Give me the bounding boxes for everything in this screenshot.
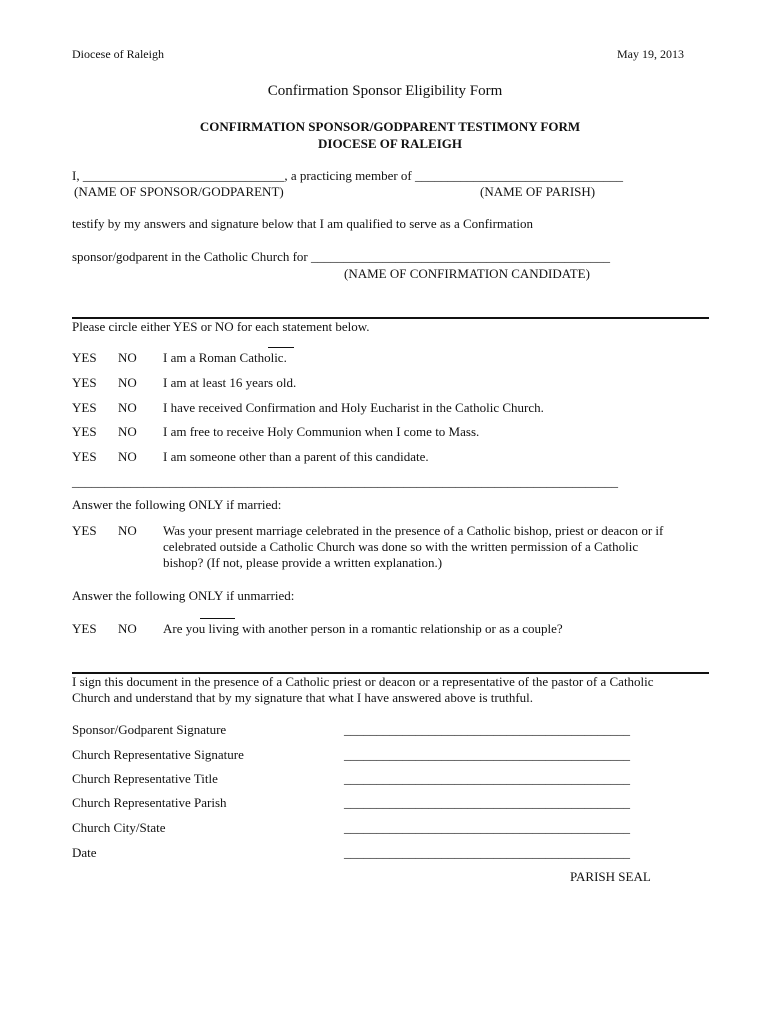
- no-option[interactable]: NO: [118, 400, 137, 415]
- statement-text: I am a Roman Catholic.: [163, 350, 287, 365]
- form-title: Confirmation Sponsor Eligibility Form: [267, 83, 503, 99]
- signature-field-label: Church Representative Signature: [72, 747, 244, 762]
- signature-line[interactable]: ____________________________________________: [344, 722, 630, 737]
- yes-option[interactable]: YES: [72, 400, 97, 415]
- signature-field-label: Church Representative Title: [72, 771, 218, 786]
- underscore-divider: ____________________________________________________________________________________: [72, 474, 618, 489]
- unmarried-question: Are you living with another person in a romantic relationship or as a couple?: [163, 621, 563, 636]
- no-option[interactable]: NO: [118, 350, 137, 365]
- yes-option[interactable]: YES: [72, 350, 97, 365]
- signature-line[interactable]: ____________________________________________: [344, 747, 630, 762]
- header-date: May 19, 2013: [617, 47, 684, 61]
- declaration-line-2: Church and understand that by my signature that what I have answered above is truthful.: [72, 690, 534, 705]
- signature-field-label: Church City/State: [72, 820, 166, 835]
- signature-line[interactable]: ____________________________________________: [344, 771, 630, 786]
- signature-line[interactable]: ____________________________________________: [344, 845, 630, 860]
- no-option[interactable]: NO: [118, 621, 137, 636]
- no-option[interactable]: NO: [118, 424, 137, 439]
- signature-field-label: Sponsor/Godparent Signature: [72, 722, 227, 737]
- parish-seal-label: PARISH SEAL: [570, 869, 651, 884]
- signature-line[interactable]: ____________________________________________: [344, 795, 630, 810]
- instructions: Please circle either YES or NO for each statement below.: [72, 319, 370, 334]
- signature-field-label: Church Representative Parish: [72, 795, 227, 810]
- decorative-underline: [268, 347, 294, 348]
- label-parish-name: (NAME OF PARISH): [480, 184, 596, 199]
- declaration-line-1: I sign this document in the presence of a Catholic priest or deacon or a representative of the pastor of a Catholic: [72, 674, 654, 689]
- signature-field-label: Date: [72, 845, 97, 860]
- heading-line-1: CONFIRMATION SPONSOR/GODPARENT TESTIMONY FORM: [199, 119, 581, 134]
- yes-option[interactable]: YES: [72, 523, 97, 538]
- statement-text: I am free to receive Holy Communion when I come to Mass.: [163, 424, 480, 439]
- married-heading: Answer the following ONLY if married:: [72, 497, 282, 512]
- no-option[interactable]: NO: [118, 375, 137, 390]
- statement-text: I have received Confirmation and Holy Eucharist in the Catholic Church.: [163, 400, 544, 415]
- statement-text: I am someone other than a parent of this candidate.: [163, 449, 429, 464]
- no-option[interactable]: NO: [118, 523, 137, 538]
- yes-option[interactable]: YES: [72, 424, 97, 439]
- statement-text: I am at least 16 years old.: [163, 375, 297, 390]
- header-diocese: Diocese of Raleigh: [72, 47, 164, 61]
- intro-line-3: sponsor/godparent in the Catholic Church for ______________________________________________: [72, 249, 611, 264]
- intro-line-1: I, _______________________________, a practicing member of ________________________________: [72, 168, 623, 183]
- label-candidate-name: (NAME OF CONFIRMATION CANDIDATE): [344, 266, 590, 281]
- married-question-line-1: Was your present marriage celebrated in the presence of a Catholic bishop, priest or deacon or if: [163, 523, 664, 538]
- yes-option[interactable]: YES: [72, 621, 97, 636]
- married-question-line-2: celebrated outside a Catholic Church was done so with the written permission of a Catholic: [163, 539, 639, 554]
- yes-option[interactable]: YES: [72, 375, 97, 390]
- yes-option[interactable]: YES: [72, 449, 97, 464]
- married-question-line-3: bishop? (If not, please provide a written explanation.): [163, 555, 443, 570]
- signature-line[interactable]: ____________________________________________: [344, 820, 630, 835]
- label-sponsor-name: (NAME OF SPONSOR/GODPARENT): [74, 184, 284, 199]
- heading-line-2: DIOCESE OF RALEIGH: [318, 136, 462, 151]
- unmarried-heading: Answer the following ONLY if unmarried:: [72, 588, 295, 603]
- no-option[interactable]: NO: [118, 449, 137, 464]
- intro-line-2: testify by my answers and signature below that I am qualified to serve as a Confirmation: [72, 216, 534, 231]
- decorative-underline: [200, 618, 235, 619]
